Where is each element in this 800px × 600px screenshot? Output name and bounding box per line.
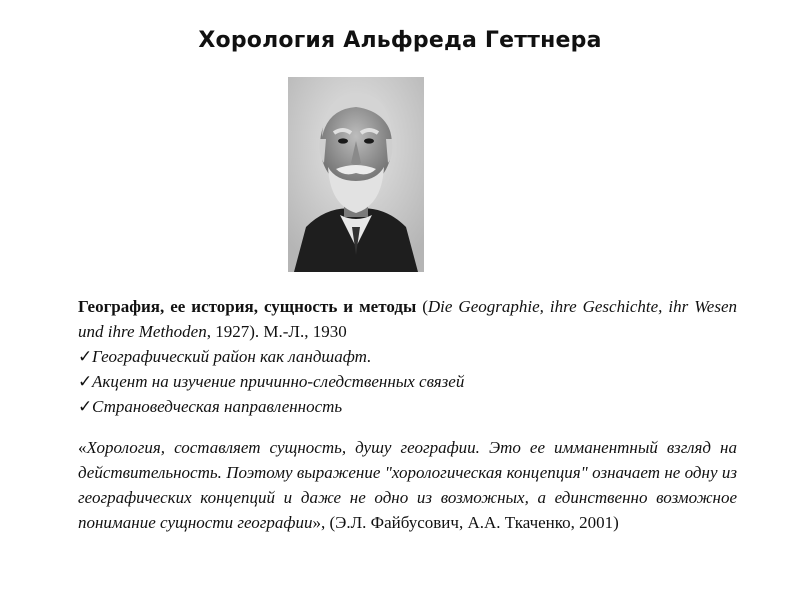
portrait-photo-icon xyxy=(288,77,424,272)
checklist-item xyxy=(78,344,737,369)
quote-attribution: », (Э.Л. Файбусович, А.А. Ткаченко, 2001) xyxy=(312,513,619,532)
checklist-item-text: Акцент на изучение причинно-следственных связей xyxy=(92,372,465,391)
book-publication: , 1927). М.-Л., 1930 xyxy=(206,322,347,341)
checkmark-icon: ✓ xyxy=(78,372,93,391)
checklist-item-text: Географический район как ландшафт. xyxy=(92,347,372,366)
slide-title: Хорология Альфреда Геттнера xyxy=(198,28,602,53)
book-title-de: Die Geographie, ihre Geschichte, ihr Wesen und ihre Methoden xyxy=(78,297,737,341)
checkmark-icon: ✓ xyxy=(78,397,93,416)
checklist-item-text: Страноведческая направленность xyxy=(92,397,343,416)
quote-open-mark: « xyxy=(78,438,87,457)
book-reference-paren: ( xyxy=(416,297,428,316)
slide-body xyxy=(78,294,737,535)
quote-text: Хорология, составляет сущность, душу географии. Это ее имманентный взгляд на действительность. Поэтому выражение "хорологическая концепция" означает не одну из географических концепций и даже не одно из возможных, а единственно возможное понимание сущности географии xyxy=(78,438,737,532)
book-title-ru: География, ее история, сущность и методы xyxy=(78,297,417,316)
checklist-item xyxy=(78,394,737,419)
checklist-item xyxy=(78,369,737,394)
portrait-photo xyxy=(288,77,424,272)
checkmark-icon: ✓ xyxy=(78,347,93,366)
book-reference xyxy=(78,294,737,344)
checklist xyxy=(78,344,737,419)
quote-paragraph xyxy=(78,435,737,535)
